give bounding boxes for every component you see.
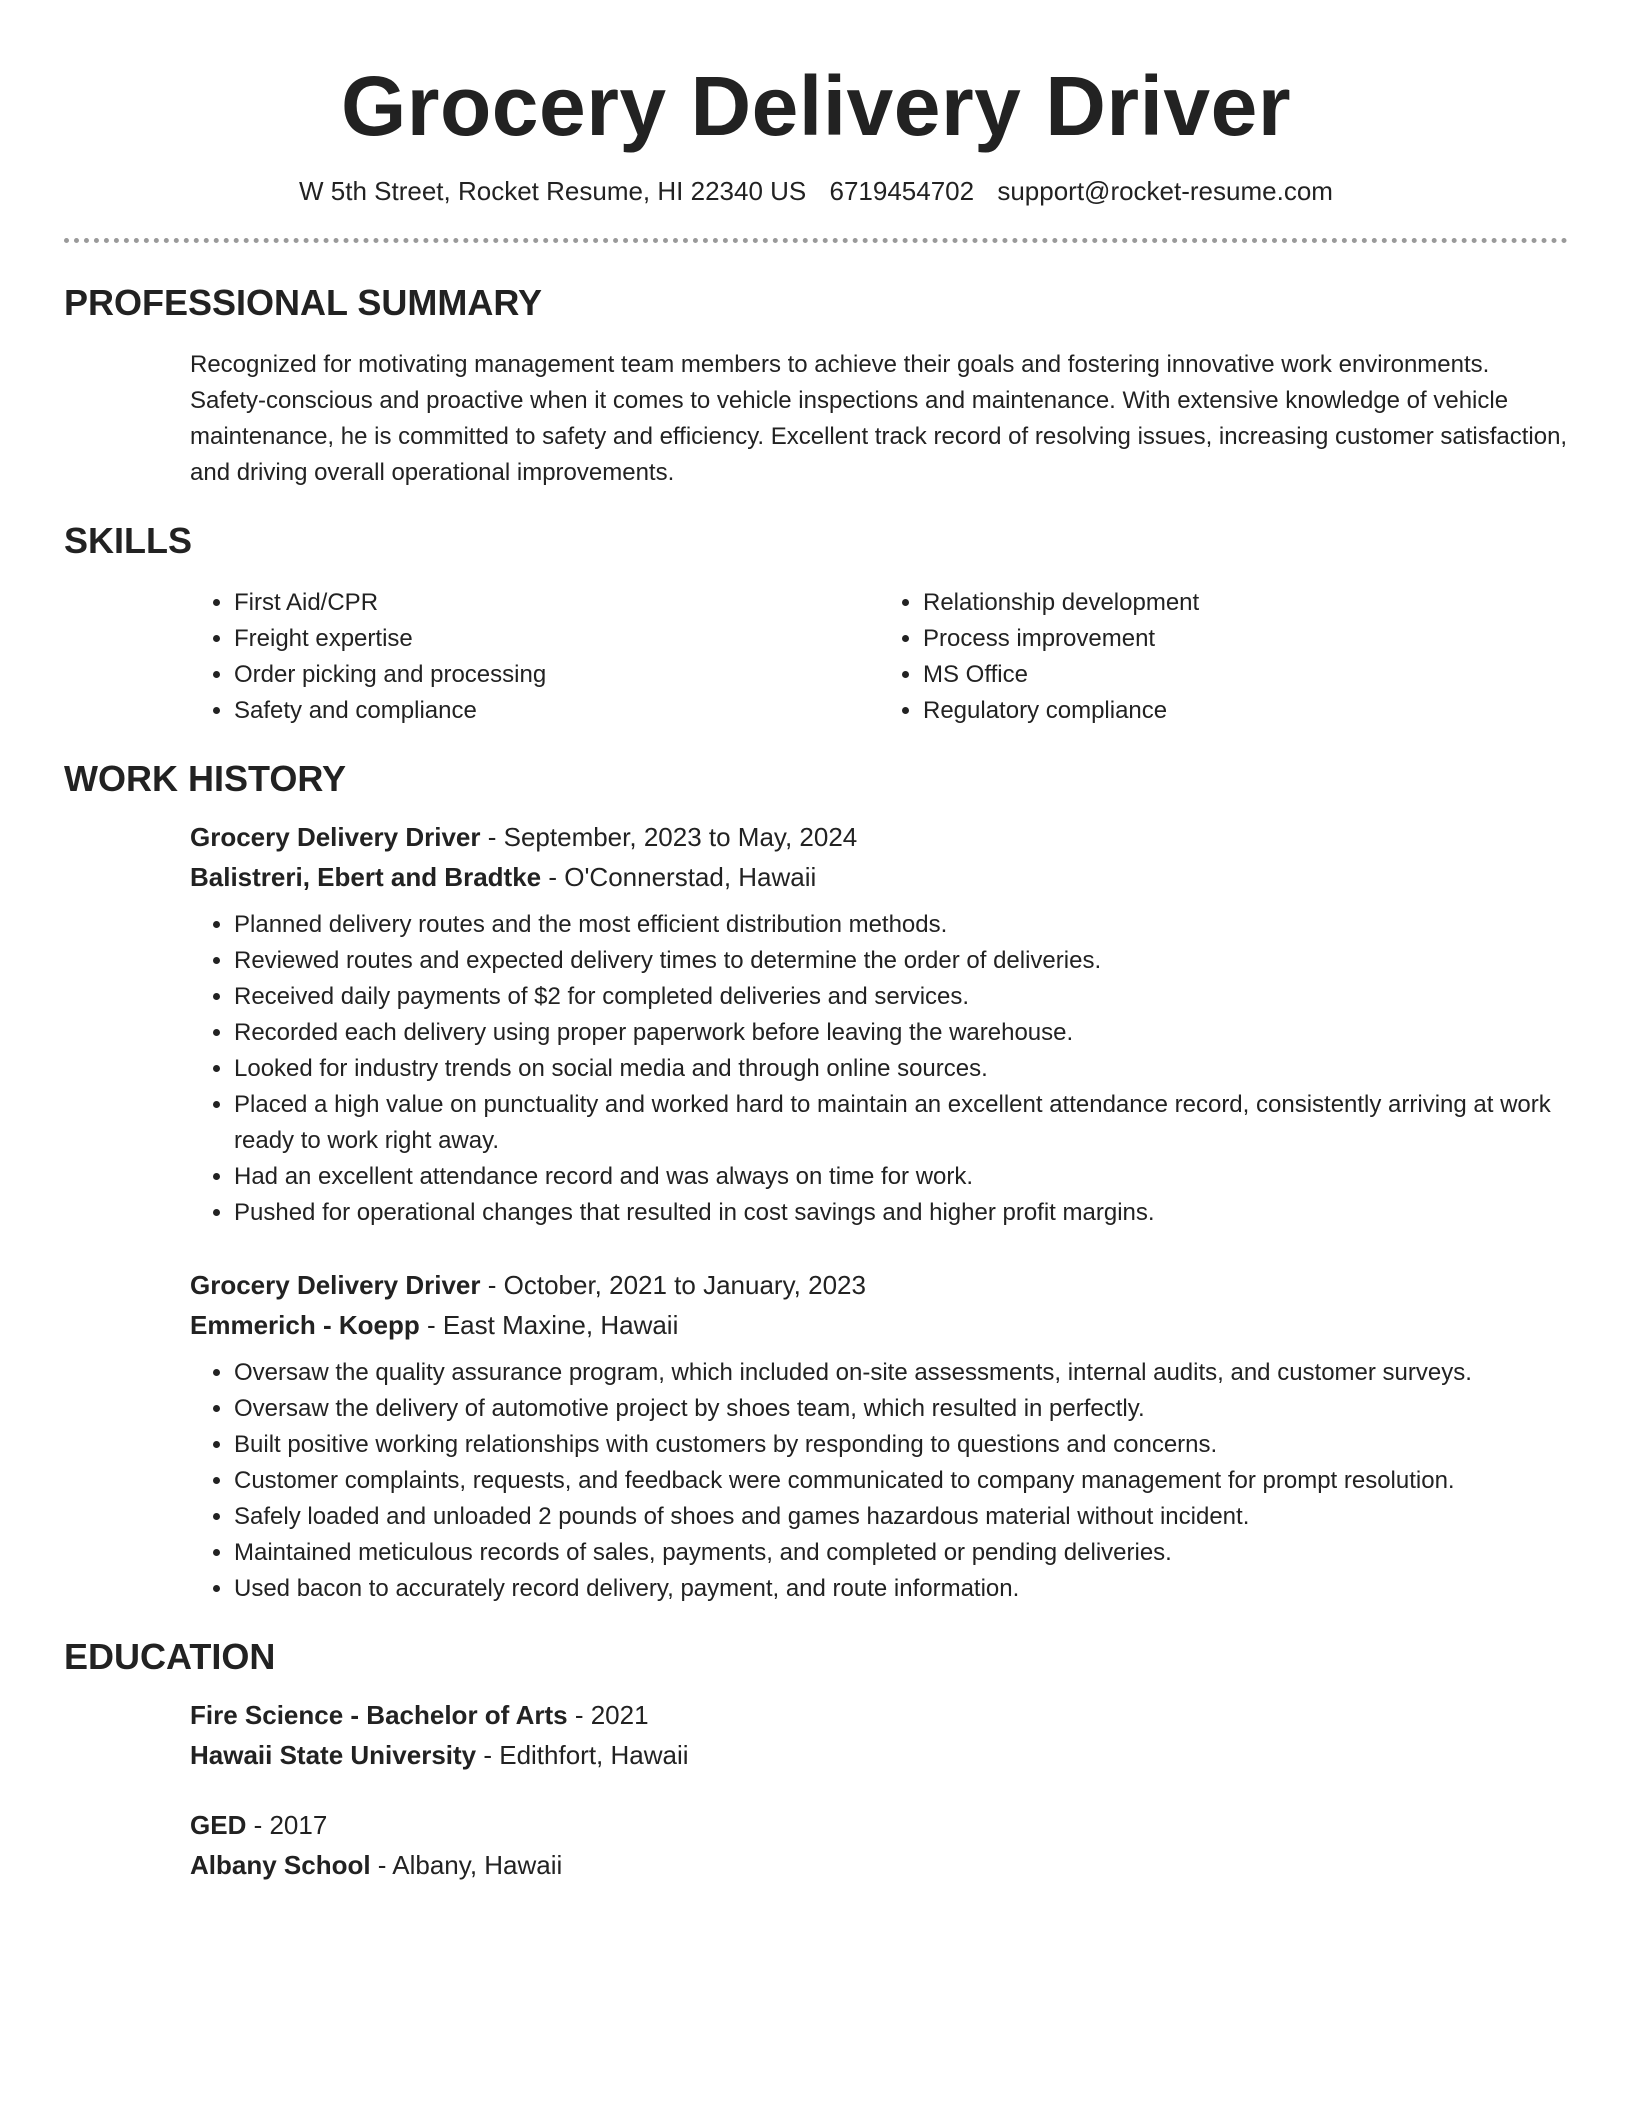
job-company: Emmerich - Koepp xyxy=(190,1310,420,1340)
work-history-section xyxy=(64,757,1568,1607)
candidate-name: Grocery Delivery Driver xyxy=(340,59,1292,153)
job-bullet: • Reviewed routes and expected delivery times to determine the order of deliveries. xyxy=(234,943,1568,979)
job-title-line xyxy=(190,817,1568,857)
contact-address: W 5th Street, Rocket Resume, HI 22340 US xyxy=(299,176,807,206)
contact-phone: 6719454702 xyxy=(829,176,975,206)
skill-item: • Relationship development xyxy=(923,585,1568,621)
skills-section xyxy=(64,519,1568,729)
job-location: - East Maxine, Hawaii xyxy=(419,1310,679,1340)
job-bullet: • Built positive working relationships with customers by responding to questions and concerns. xyxy=(234,1427,1568,1463)
education-location: - Albany, Hawaii xyxy=(370,1850,563,1880)
education-school-line xyxy=(190,1845,1568,1885)
job-entry xyxy=(190,817,1568,1231)
education-entry xyxy=(190,1695,1568,1775)
job-bullet: • Had an excellent attendance record and was always on time for work. xyxy=(234,1159,1568,1195)
skills-list-left xyxy=(190,585,879,729)
skill-item: • First Aid/CPR xyxy=(234,585,879,621)
education-year: - 2021 xyxy=(567,1700,649,1730)
job-bullet: • Customer complaints, requests, and feedback were communicated to company management for prompt resolution. xyxy=(234,1463,1568,1499)
job-bullet: • Oversaw the quality assurance program, which included on-site assessments, internal audits, and customer surveys. xyxy=(234,1355,1568,1391)
education-school-line xyxy=(190,1735,1568,1775)
education-location: - Edithfort, Hawaii xyxy=(476,1740,689,1770)
resume-header xyxy=(64,0,1568,208)
education-degree: Fire Science - Bachelor of Arts xyxy=(190,1700,568,1730)
job-bullet: • Received daily payments of $2 for completed deliveries and services. xyxy=(234,979,1568,1015)
job-bullet: • Oversaw the delivery of automotive project by shoes team, which resulted in perfectly. xyxy=(234,1391,1568,1427)
summary-section xyxy=(64,281,1568,491)
job-company-line xyxy=(190,1305,1568,1345)
job-bullets xyxy=(190,1355,1568,1607)
summary-heading: PROFESSIONAL SUMMARY xyxy=(64,282,543,323)
skills-columns xyxy=(190,585,1568,729)
skill-item: • Safety and compliance xyxy=(234,693,879,729)
job-bullet: • Safely loaded and unloaded 2 pounds of shoes and games hazardous material without incident. xyxy=(234,1499,1568,1535)
job-bullet: • Recorded each delivery using proper paperwork before leaving the warehouse. xyxy=(234,1015,1568,1051)
work-history-heading: WORK HISTORY xyxy=(64,758,347,799)
job-title-line xyxy=(190,1265,1568,1305)
job-bullet: • Looked for industry trends on social media and through online sources. xyxy=(234,1051,1568,1087)
skill-item: • Order picking and processing xyxy=(234,657,879,693)
job-bullet: • Used bacon to accurately record delivery, payment, and route information. xyxy=(234,1571,1568,1607)
skill-item: • Freight expertise xyxy=(234,621,879,657)
skill-item: • Regulatory compliance xyxy=(923,693,1568,729)
job-location: - O'Connerstad, Hawaii xyxy=(541,862,817,892)
education-school: Albany School xyxy=(190,1850,371,1880)
education-section xyxy=(64,1635,1568,1885)
summary-text: Recognized for motivating management team members to achieve their goals and fostering innovative work environments. Safety-conscious and proactive when it comes to vehicle inspections and maintenance. With extensive knowledge of vehicle maintenance, he is committed to safety and efficiency. Excellent track record of resolving issues, increasing customer satisfaction, and driving overall operational improvements. xyxy=(190,351,1568,486)
education-year: - 2017 xyxy=(246,1810,328,1840)
education-heading: EDUCATION xyxy=(64,1636,276,1677)
job-role: Grocery Delivery Driver xyxy=(190,822,481,852)
job-bullet: • Planned delivery routes and the most efficient distribution methods. xyxy=(234,907,1568,943)
skills-list-right xyxy=(879,585,1568,729)
job-dates: - October, 2021 to January, 2023 xyxy=(480,1270,866,1300)
job-company: Balistreri, Ebert and Bradtke xyxy=(190,862,542,892)
education-degree-line xyxy=(190,1695,1568,1735)
education-degree-line xyxy=(190,1805,1568,1845)
job-bullet: • Pushed for operational changes that resulted in cost savings and higher profit margins. xyxy=(234,1195,1568,1231)
job-bullet: • Placed a high value on punctuality and worked hard to maintain an excellent attendance record, consistently arriving at work ready to work right away. xyxy=(234,1087,1568,1159)
skills-heading: SKILLS xyxy=(64,520,193,561)
job-bullets xyxy=(190,907,1568,1231)
header-divider xyxy=(64,238,1568,243)
contact-email: support@rocket-resume.com xyxy=(997,176,1333,206)
education-school: Hawaii State University xyxy=(190,1740,477,1770)
job-bullet: • Maintained meticulous records of sales, payments, and completed or pending deliveries. xyxy=(234,1535,1568,1571)
job-role: Grocery Delivery Driver xyxy=(190,1270,481,1300)
skill-item: • MS Office xyxy=(923,657,1568,693)
education-degree: GED xyxy=(190,1810,247,1840)
skill-item: • Process improvement xyxy=(923,621,1568,657)
job-dates: - September, 2023 to May, 2024 xyxy=(480,822,858,852)
contact-line xyxy=(64,174,1568,208)
job-company-line xyxy=(190,857,1568,897)
job-entry xyxy=(190,1265,1568,1607)
education-entry xyxy=(190,1805,1568,1885)
